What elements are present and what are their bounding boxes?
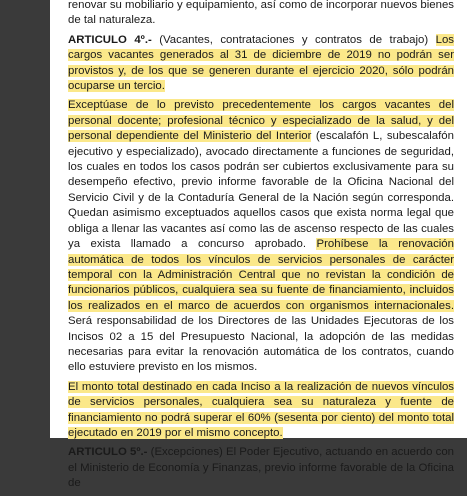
- highlight-vacantes: Los cargos vacantes generados al 31 de diciembre de 2019 no podrán ser provistos y, de los que se generen durante el ejercicio 2020, sólo podrán ocuparse un tercio.: [68, 33, 454, 93]
- article-4-exceptions-paragraph: [68, 98, 454, 375]
- article-4-paragraph: [68, 33, 454, 95]
- responsibility-body: Será responsabilidad de los Directores de las Unidades Ejecutoras de los Incisos 02 a 15 del Presupuesto Nacional, la adopción de las medidas necesarias para evitar la renovación automática de los contratos, cuando ello estuviere previsto en los mismos.: [68, 315, 454, 374]
- exceptions-body: (escalafón L, subescalafón ejecutivo y especializado), avocado directamente a funciones de seguridad, los cuales en todos los casos podrán ser cubiertos exclusivamente para su desempeño efectivo, previo informe favorable de la Oficina Nacional del Servicio Civil y de la Contaduría General de la Nación según corresponda. Quedan asimismo exceptuados aquellos casos que exista norma legal que obliga a llenar las vacantes así como las de ascenso respecto de las cuales ya exista llamado a concurso aprobado.: [68, 130, 454, 251]
- intro-paragraph: [68, 0, 454, 29]
- document-body: [68, 0, 454, 496]
- article-5-paragraph: [68, 445, 454, 491]
- article-5-text: (Excepciones) El Poder Ejecutivo, actuando en acuerdo con el Ministerio de Economía y Finanzas, previo informe favorable de la Oficina de: [68, 446, 455, 490]
- highlight-budget: El monto total destinado en cada Inciso a la realización de nuevos vínculos de servicios personales, cualquiera sea su naturaleza y fuente de financiamiento no podrá superar el 60% (sesenta por ciento) del monto total ejecutado en 2019 por el mismo concepto.: [68, 380, 454, 439]
- article-5-label: ARTICULO 5º.-: [68, 446, 148, 459]
- highlight-renovation: Prohíbese la renovación automática de todos los vínculos de servicios personales de carácter temporal con la Administración Central que no revistan la condición de funcionarios públicos, cualquiera sea su fuente de financiamiento, incluidos los realizados en el marco de acuerdos con organismos internacionales.: [68, 238, 454, 312]
- article-4-label: ARTICULO 4º.-: [68, 33, 152, 46]
- highlight-exceptions: Exceptúase de lo previsto precedentemente los cargos vacantes del personal docente; profesional técnico y especializado de la salud, y del personal dependiente del Ministerio del Interior: [68, 99, 454, 143]
- intro-text: renovar su mobiliario y equipamiento, así como de incorporar nuevos bienes de tal naturaleza.: [68, 0, 454, 27]
- document-page: [50, 0, 467, 490]
- article-4-heading: (Vacantes, contrataciones y contratos de trabajo): [151, 33, 436, 46]
- article-4-budget-paragraph: [68, 380, 454, 442]
